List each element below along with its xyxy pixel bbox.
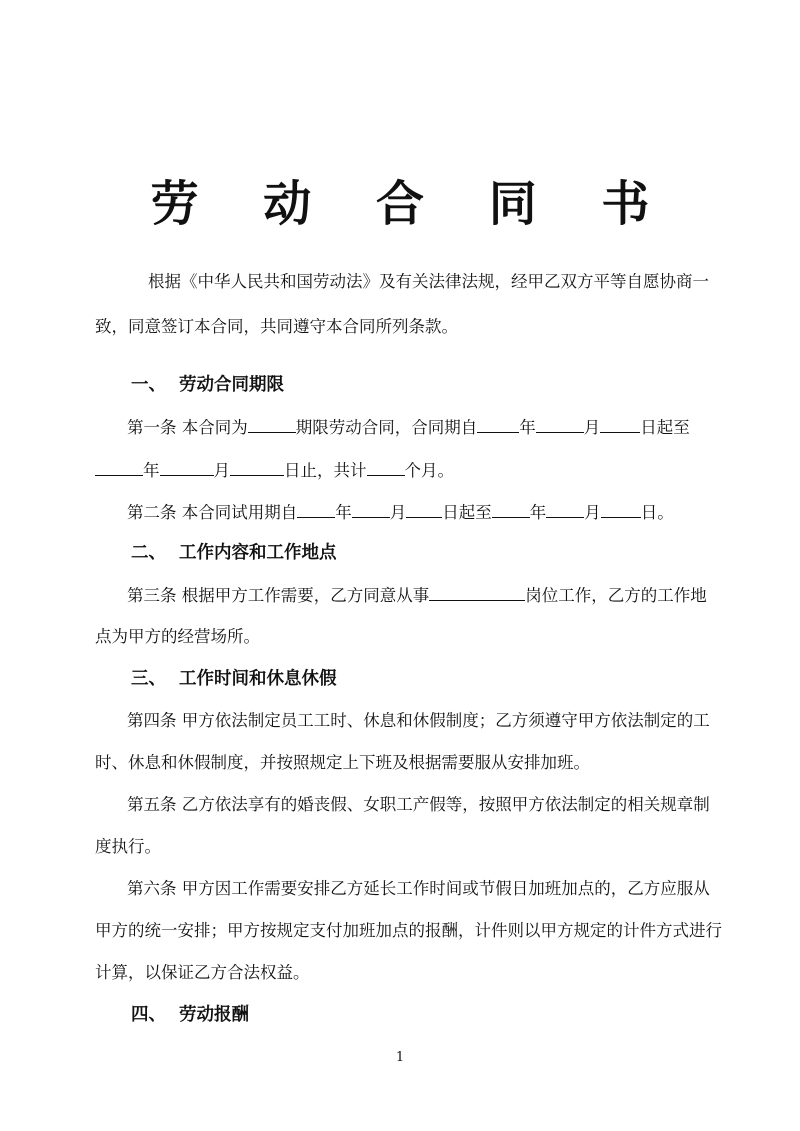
article-text: 月	[584, 503, 601, 522]
section-title: 工作内容和工作地点	[179, 543, 337, 563]
article-text: 期限劳动合同，合同期自	[295, 418, 478, 437]
article-text: 日止，共计	[284, 461, 367, 480]
blank-trial-start-month	[352, 500, 390, 518]
section-title: 工作时间和休息休假	[179, 669, 337, 689]
blank-trial-end-year	[492, 500, 530, 518]
section-number: 二、	[131, 543, 166, 563]
article-text: 个月。	[404, 461, 454, 480]
article-3-line-1	[127, 583, 707, 608]
article-text: 年	[529, 503, 547, 522]
blank-end-month	[160, 458, 214, 476]
article-6-line-2: 甲方的统一安排；甲方按规定支付加班加点的报酬，计件则以甲方规定的计件方式进行	[95, 921, 722, 940]
page-title: 劳 动 合 同 书	[150, 176, 674, 232]
article-text: 月	[213, 461, 230, 480]
page-number: 1	[395, 1050, 405, 1065]
blank-trial-end-day	[601, 500, 641, 518]
article-text: 年	[143, 461, 160, 480]
article-text: 日。	[640, 503, 674, 522]
article-text: 第三条 根据甲方工作需要，乙方同意从事	[127, 586, 430, 605]
article-6-line-1: 第六条 甲方因工作需要安排乙方延长工作时间或节假日加班加点的，乙方应服从	[127, 879, 710, 898]
article-3-line-2: 点为甲方的经营场所。	[95, 627, 260, 646]
article-1-line-1	[127, 415, 690, 440]
article-4-line-1: 第四条 甲方依法制定员工工时、休息和休假制度；乙方须遵守甲方依法制定的工	[127, 711, 710, 730]
article-1-line-2	[95, 458, 454, 483]
blank-total-months	[367, 458, 405, 476]
section-title: 劳动报酬	[179, 1005, 249, 1025]
intro-line-2: 致，同意签订本合同，共同遵守本合同所列条款。	[95, 317, 458, 336]
section-number: 三、	[131, 669, 166, 689]
blank-start-day	[600, 415, 640, 433]
blank-start-month	[536, 415, 584, 433]
blank-end-day	[230, 458, 284, 476]
article-text: 年	[335, 503, 352, 522]
article-text: 日起至	[640, 418, 690, 437]
section-number: 四、	[131, 1005, 166, 1025]
article-6-line-3: 计算，以保证乙方合法权益。	[95, 963, 310, 982]
blank-trial-start-year	[297, 500, 335, 518]
blank-trial-start-day	[406, 500, 442, 518]
article-text: 年	[519, 418, 536, 437]
article-5-line-1: 第五条 乙方依法享有的婚丧假、女职工产假等，按照甲方依法制定的相关规章制	[127, 795, 710, 814]
article-5-line-2: 度执行。	[95, 837, 161, 856]
blank-end-year	[95, 458, 143, 476]
section-number: 一、	[131, 375, 166, 395]
article-text: 岗位工作，乙方的工作地	[525, 586, 707, 605]
article-text: 日起至	[442, 503, 492, 522]
article-4-line-2: 时、休息和休假制度，并按照规定上下班及根据需要服从安排加班。	[95, 753, 590, 772]
section-title: 劳动合同期限	[179, 375, 284, 395]
blank-term-type	[248, 415, 296, 433]
article-text: 月	[389, 503, 407, 522]
blank-start-year	[477, 415, 519, 433]
article-text: 第一条 本合同为	[127, 418, 248, 437]
article-2	[127, 500, 674, 525]
blank-position	[429, 583, 525, 601]
article-text: 第二条 本合同试用期自	[127, 503, 298, 522]
blank-trial-end-month	[546, 500, 584, 518]
article-text: 月	[583, 418, 601, 437]
intro-line-1: 根据《中华人民共和国劳动法》及有关法律法规，经甲乙双方平等自愿协商一	[148, 272, 709, 291]
